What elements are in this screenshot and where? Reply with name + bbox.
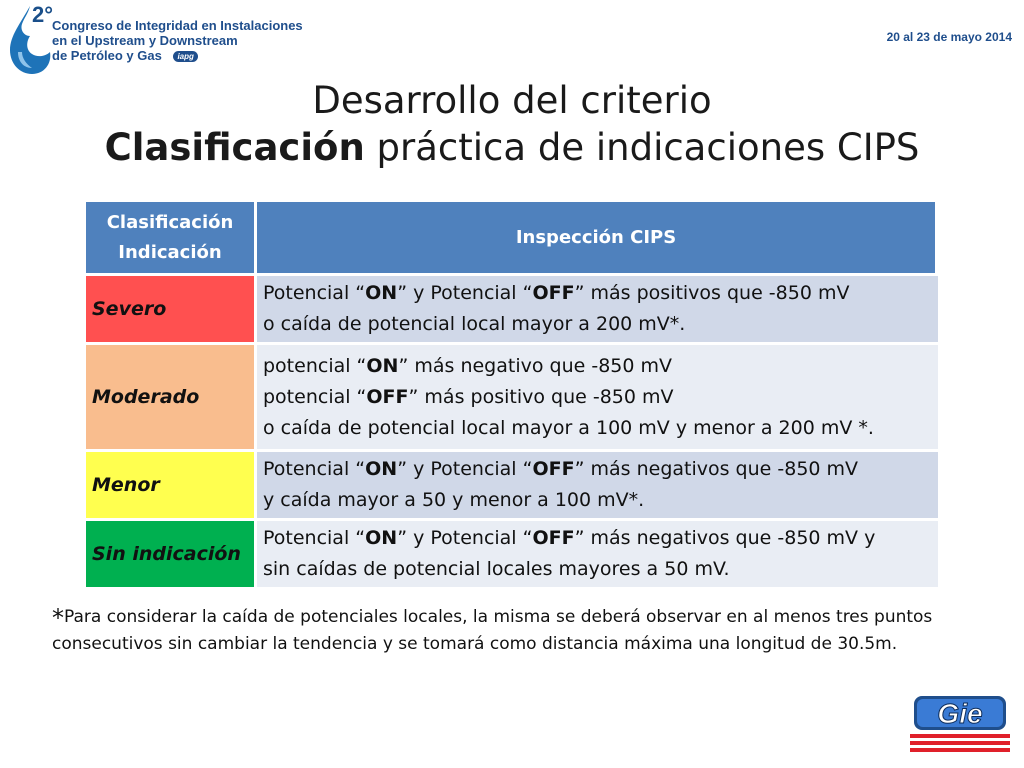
description-line	[263, 278, 937, 309]
congress-line-3: de Petróleo y Gas iapg	[52, 48, 303, 63]
bold-term: ON	[365, 527, 398, 549]
table-row	[86, 345, 938, 452]
description-line	[263, 454, 937, 485]
text-run: o caída de potencial local mayor a 200 mV*.	[263, 313, 686, 335]
bold-term: OFF	[532, 527, 575, 549]
text-run: ” más positivo que -850 mV	[408, 385, 674, 408]
row-description	[257, 345, 938, 452]
edition-number: 2°	[32, 2, 54, 27]
footnote-asterisk: *	[52, 604, 64, 632]
description-line	[263, 485, 937, 516]
text-run: ” y Potencial “	[397, 282, 533, 304]
title-line-1: Desarrollo del criterio	[312, 79, 712, 122]
footnote	[52, 604, 952, 657]
iapg-badge: iapg	[173, 51, 197, 62]
text-run: ” más negativo que -850 mV	[398, 354, 673, 377]
text-run: Potencial “	[263, 527, 366, 549]
label-menor: Menor	[86, 452, 257, 521]
table-row	[86, 452, 938, 521]
bold-term: OFF	[532, 282, 575, 304]
congress-line-2: en el Upstream y Downstream	[52, 33, 238, 48]
label-moderado: Moderado	[86, 345, 257, 452]
text-run: potencial “	[263, 354, 367, 377]
bold-term: ON	[365, 282, 398, 304]
congress-title	[52, 18, 303, 63]
slide-title	[0, 78, 1024, 172]
label-severo: Severo	[86, 276, 257, 345]
text-run: o caída de potencial local mayor a 100 mV y menor a 200 mV *.	[263, 416, 874, 439]
text-run: ” más negativos que -850 mV	[574, 458, 859, 480]
row-description	[257, 452, 938, 521]
text-run: y caída mayor a 50 y menor a 100 mV*.	[263, 489, 645, 511]
row-description	[257, 276, 938, 345]
bold-term: ON	[366, 354, 399, 377]
description-line	[263, 554, 937, 585]
text-run: ” y Potencial “	[397, 527, 533, 549]
text-run: Potencial “	[263, 282, 366, 304]
text-run: ” más negativos que -850 mV y	[574, 527, 876, 549]
text-run: sin caídas de potencial locales mayores a 50 mV.	[263, 558, 730, 580]
bold-term: ON	[365, 458, 398, 480]
description-line	[263, 413, 937, 444]
table-row	[86, 276, 938, 345]
text-run: ” más positivos que -850 mV	[574, 282, 850, 304]
bold-term: OFF	[366, 385, 409, 408]
congress-line-1: Congreso de Integridad en Instalaciones	[52, 18, 303, 33]
description-line	[263, 523, 937, 554]
table-row	[86, 521, 938, 590]
gie-logo-text: Gie	[937, 698, 983, 729]
header-classification: Clasificación Indicación	[86, 202, 257, 276]
row-description	[257, 521, 938, 590]
description-line	[263, 382, 937, 413]
title-line-2: Clasificación práctica de indicaciones CIPS	[104, 126, 920, 169]
event-date: 20 al 23 de mayo 2014	[886, 30, 1012, 44]
gie-logo-icon	[908, 694, 1012, 758]
text-run: ” y Potencial “	[397, 458, 533, 480]
title-bold-word: Clasificación	[104, 126, 365, 169]
label-sin-indicacion: Sin indicación	[86, 521, 257, 590]
table-header-row	[86, 202, 938, 276]
text-run: Potencial “	[263, 458, 366, 480]
header-cips-inspection: Inspección CIPS	[257, 202, 938, 276]
description-line	[263, 351, 937, 382]
text-run: potencial “	[263, 385, 367, 408]
description-line	[263, 309, 937, 340]
classification-table	[86, 202, 938, 590]
bold-term: OFF	[532, 458, 575, 480]
footnote-text: Para considerar la caída de potenciales locales, la misma se deberá observar en al menos tres puntos consecutivos sin cambiar la tendencia y se tomará como distancia máxima una longitud de 30.5m.	[52, 607, 933, 654]
